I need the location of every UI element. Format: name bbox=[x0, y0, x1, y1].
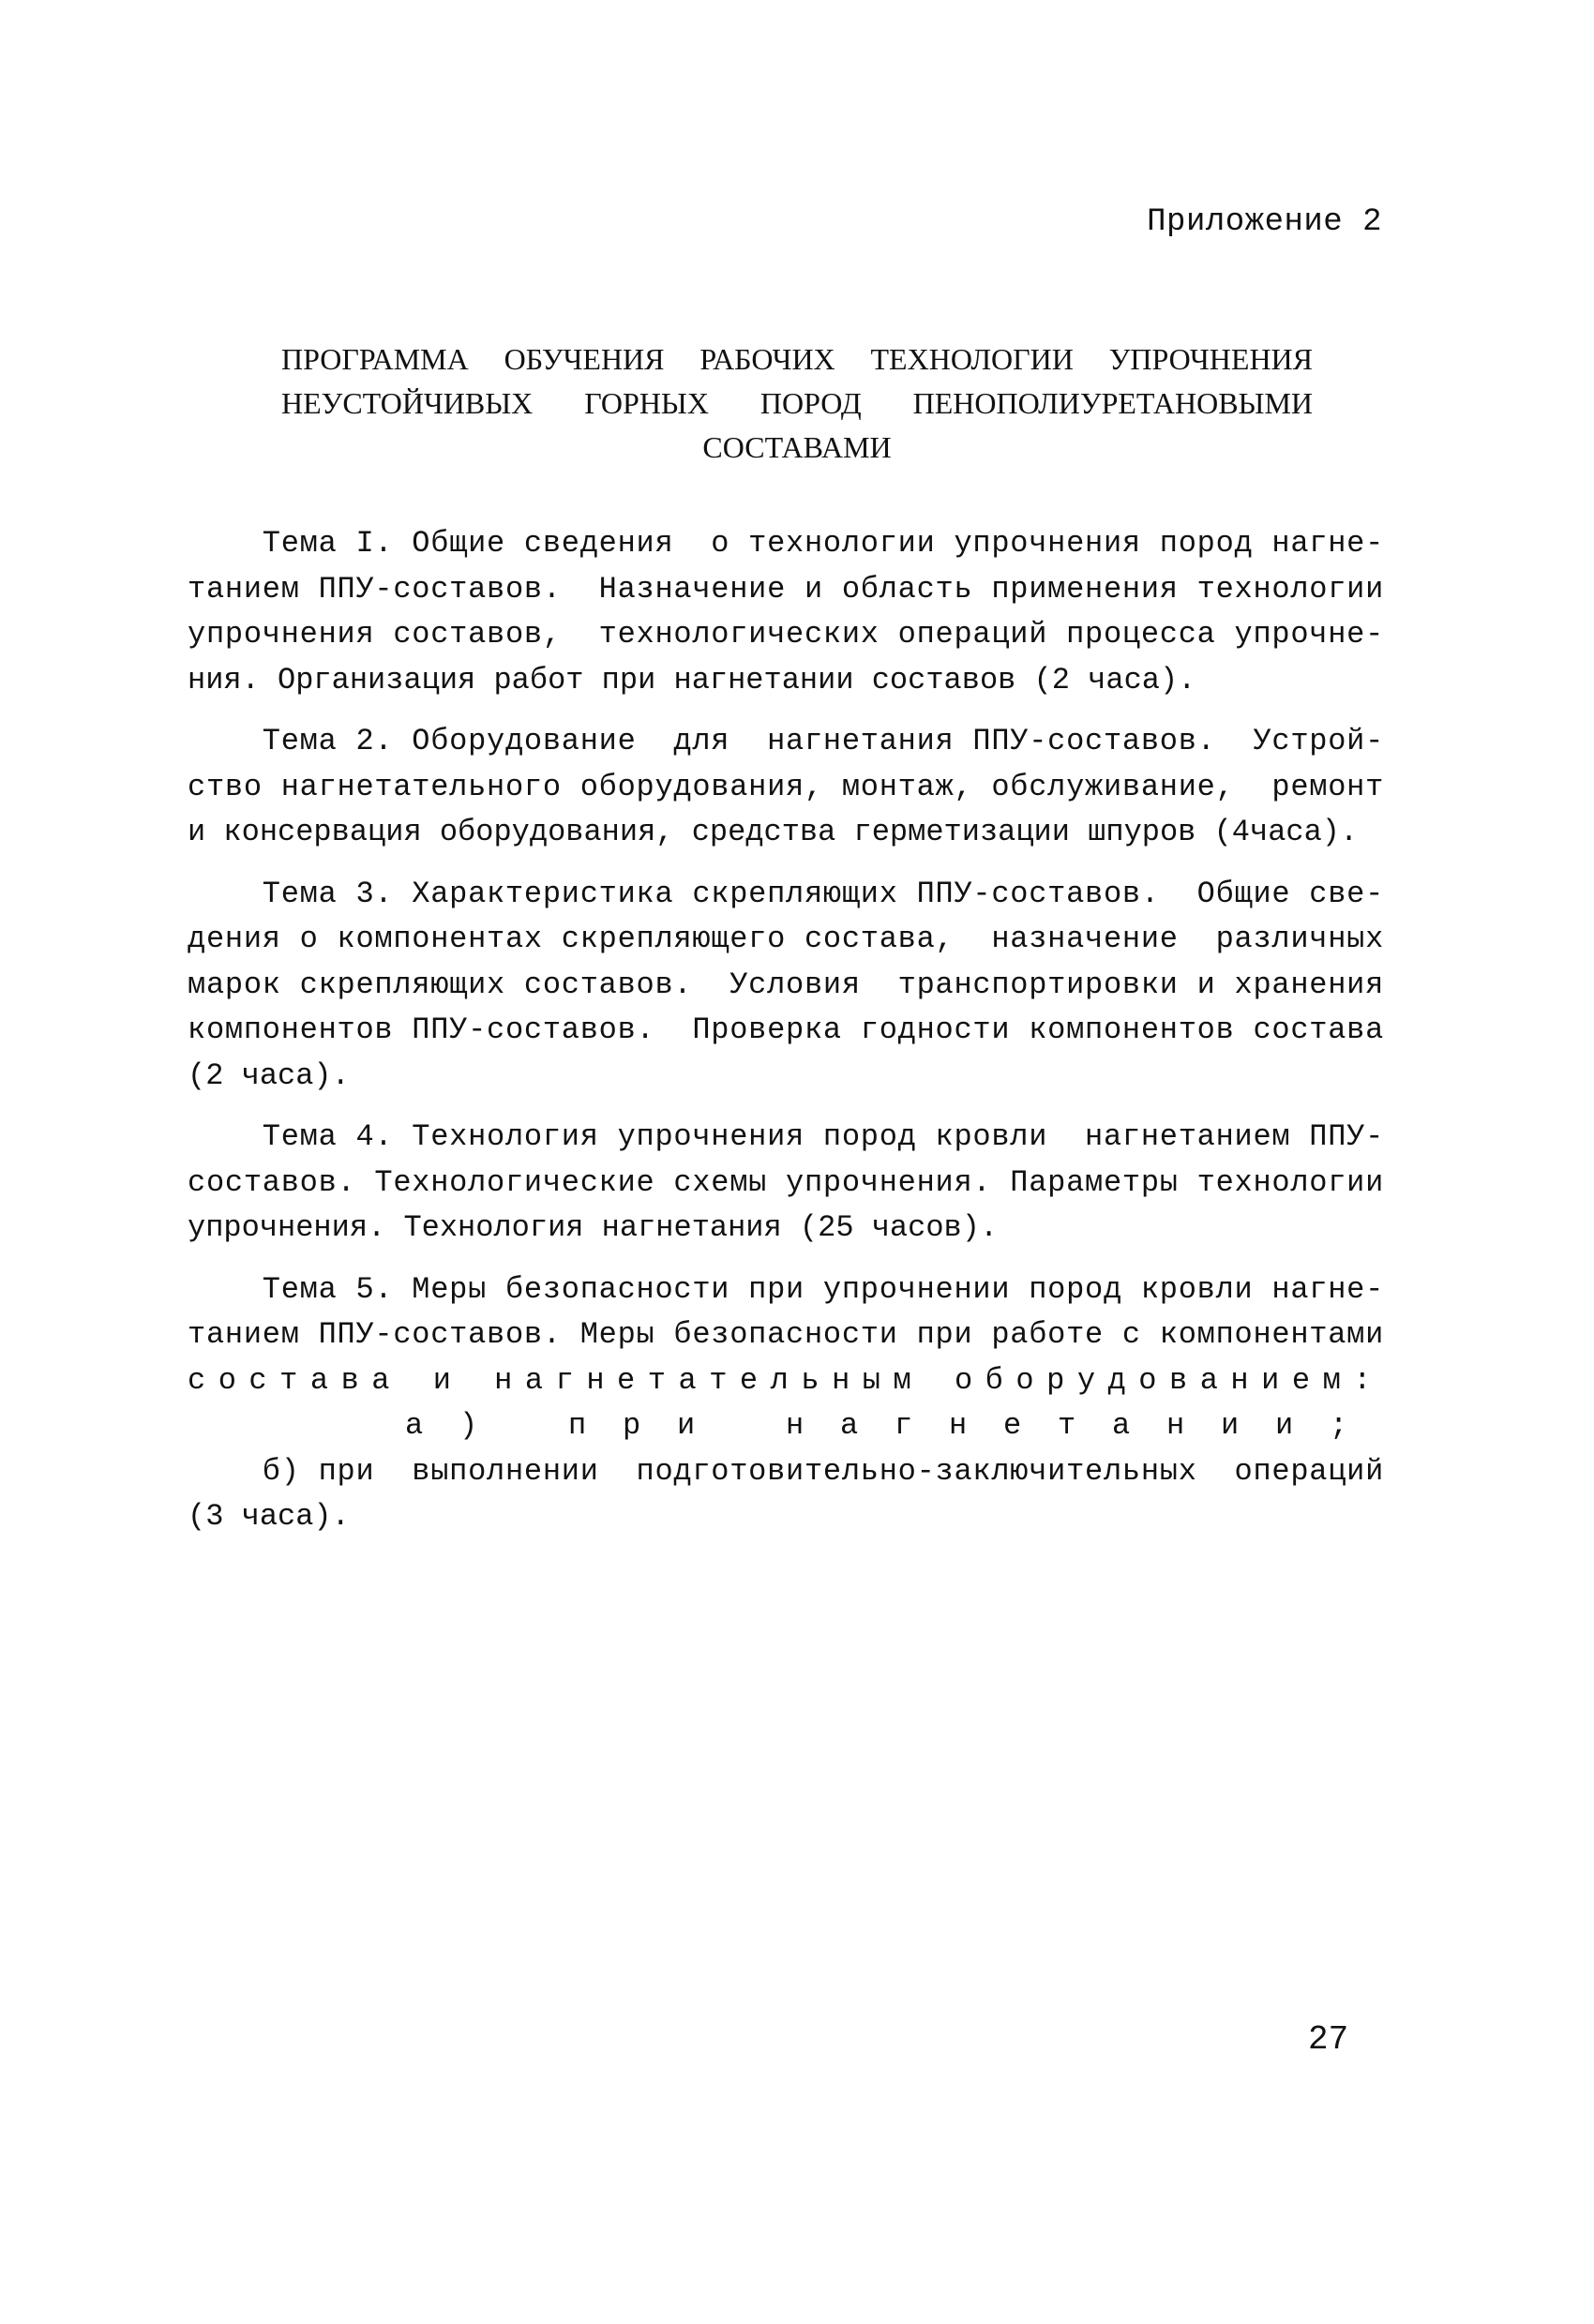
topic-paragraph bbox=[188, 1115, 1384, 1252]
topic-paragraph bbox=[188, 872, 1384, 1100]
text-line: Тема 3. Характеристика скрепляющих ППУ-составов. Общие све- bbox=[188, 876, 1384, 911]
text-line: и консервация оборудования, средства герметизации шпуров (4часа). bbox=[188, 815, 1359, 849]
page-number: 27 bbox=[1308, 2020, 1349, 2059]
text-line: компонентов ППУ-составов. Проверка годности компонентов состава bbox=[188, 1012, 1384, 1047]
text-line: танием ППУ-составов. Меры безопасности при работе с компонентами bbox=[188, 1317, 1384, 1352]
topic-paragraph bbox=[188, 1267, 1384, 1540]
title-line: ПРОГРАММА ОБУЧЕНИЯ РАБОЧИХ ТЕХНОЛОГИИ УПРОЧНЕНИЯ bbox=[281, 342, 1313, 376]
text-line: Тема 2. Оборудование для нагнетания ППУ-составов. Устрой- bbox=[188, 724, 1384, 758]
topic-paragraph bbox=[188, 719, 1384, 856]
text-line: Тема 5. Меры безопасности при упрочнении пород кровли нагне- bbox=[188, 1271, 1384, 1307]
text-line: марок скрепляющих составов. Условия транспортировки и хранения bbox=[188, 967, 1384, 1002]
text-line: составов. Технологические схемы упрочнения. Параметры технологии bbox=[188, 1164, 1384, 1200]
document-title bbox=[281, 337, 1313, 470]
document-body bbox=[188, 521, 1384, 1556]
text-line: ство нагнетательного оборудования, монтаж, обслуживание, ремонт bbox=[188, 769, 1384, 804]
text-line: Тема 4. Технология упрочнения пород кровли нагнетанием ППУ- bbox=[188, 1119, 1384, 1154]
text-line: (3 часа). bbox=[188, 1499, 350, 1534]
text-line: ния. Организация работ при нагнетании составов (2 часа). bbox=[188, 662, 1196, 697]
text-line: (2 часа). bbox=[188, 1057, 350, 1093]
title-line: НЕУСТОЙЧИВЫХ ГОРНЫХ ПОРОД ПЕНОПОЛИУРЕТАНОВЫМИ bbox=[281, 386, 1313, 420]
appendix-label: Приложение 2 bbox=[1147, 204, 1382, 240]
text-line: а) при нагнетании; bbox=[188, 1408, 1384, 1443]
text-line: Тема I. Общие сведения о технологии упрочнения пород нагне- bbox=[188, 526, 1384, 561]
text-line: состава и нагнетательным оборудованием: bbox=[188, 1362, 1384, 1398]
title-line: СОСТАВАМИ bbox=[702, 430, 892, 464]
text-line: упрочнения составов, технологических операций процесса упрочне- bbox=[188, 617, 1384, 652]
text-line: дения о компонентах скрепляющего состава, назначение различных bbox=[188, 922, 1384, 956]
text-line: упрочнения. Технология нагнетания (25 часов). bbox=[188, 1210, 999, 1245]
text-line: танием ППУ-составов. Назначение и область применения технологии bbox=[188, 571, 1384, 607]
text-line: б) при выполнении подготовительно-заключительных операций bbox=[188, 1453, 1384, 1489]
topic-paragraph bbox=[188, 521, 1384, 703]
